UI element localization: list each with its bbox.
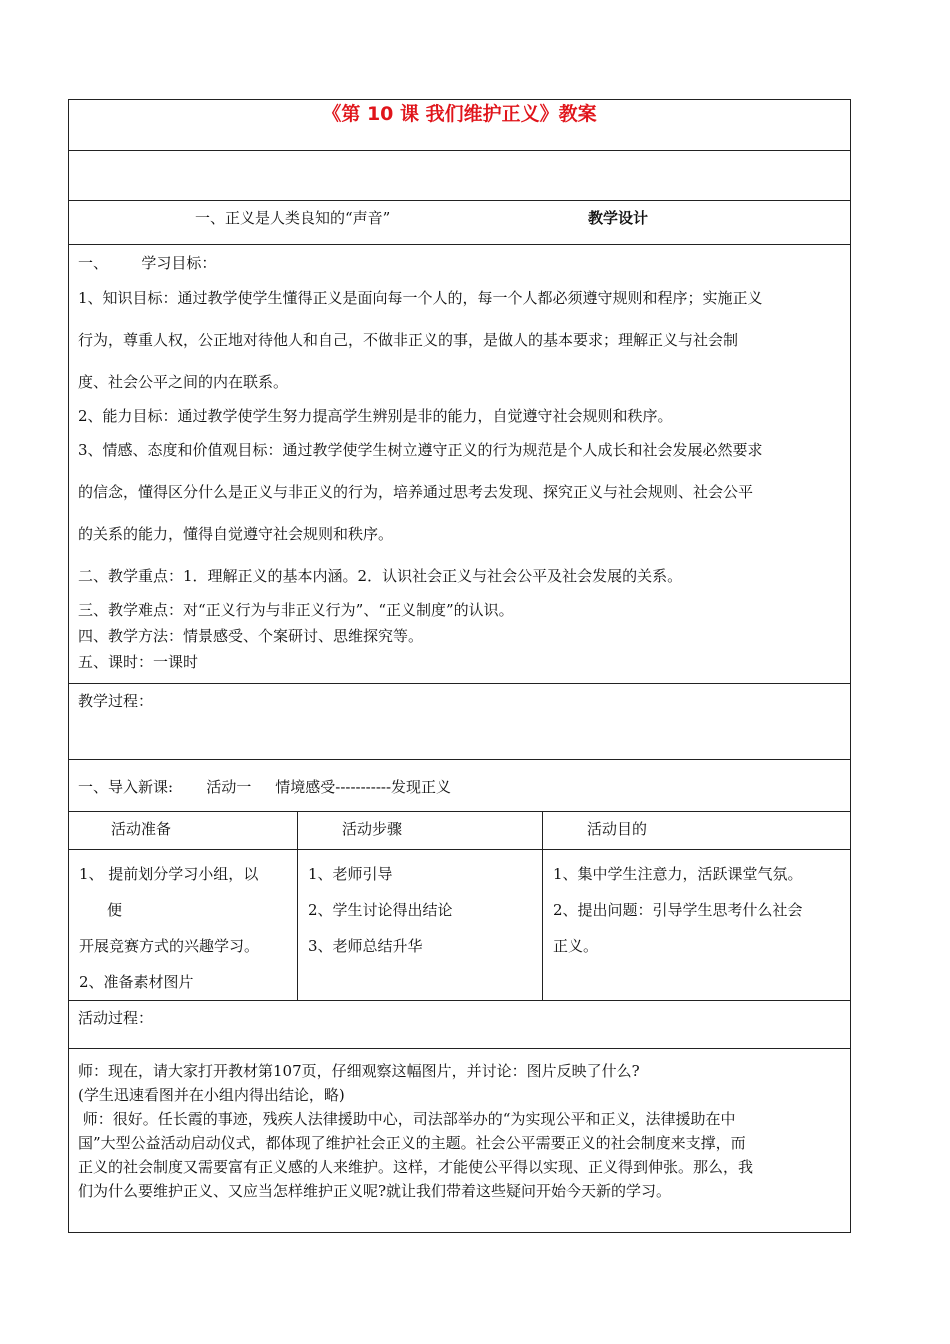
teaching-key-points: 二、教学重点：1．理解正义的基本内涵。2．认识社会正义与社会公平及社会发展的关系。 [78, 567, 683, 585]
teaching-process-label: 教学过程： [69, 684, 850, 760]
step-line: 2、学生讨论得出结论 [308, 901, 453, 919]
blank-row [69, 151, 850, 201]
activity-table-body [69, 850, 850, 1001]
narrative-line: 师：很好。任长霞的事迹，残疾人法律援助中心，司法部举办的“为实现公平和正义，法律援助在中 [78, 1110, 736, 1128]
step-line: 1、老师引导 [308, 865, 393, 883]
ability-goal: 2、能力目标：通过教学使学生努力提高学生辨别是非的能力，自觉遵守社会规则和秩序。 [78, 407, 673, 425]
design-label: 教学设计 [588, 209, 649, 227]
narrative-line: 师：现在，请大家打开教材第107页，仔细观察这幅图片，并讨论：图片反映了什么? [78, 1062, 640, 1080]
class-hours: 五、课时：一课时 [78, 653, 199, 671]
header-goals: 活动目的 [587, 820, 648, 838]
teaching-difficulty: 三、教学难点：对“正义行为与非正义行为”、“正义制度”的认识。 [78, 601, 514, 619]
knowledge-goal-line-1: 1、知识目标：通过教学使学生懂得正义是面向每一个人的，每一个人都必须遵守规则和程序；实施正义 [78, 289, 763, 307]
activity-table-header [69, 812, 850, 850]
emotion-goal-line-2: 的信念，懂得区分什么是正义与非正义的行为，培养通过思考去发现、探究正义与社会规则、社会公平 [78, 483, 754, 501]
goals-cell [543, 850, 850, 1000]
teaching-method: 四、教学方法：情景感受、个案研讨、思维探究等。 [78, 627, 424, 645]
knowledge-goal-line-2: 行为，尊重人权，公正地对待他人和自己，不做非正义的事，是做人的基本要求；理解正义与社会制 [78, 331, 739, 349]
goals-section [69, 245, 850, 684]
prep-line: 2、准备素材图片 [79, 973, 194, 991]
narrative-section [69, 1049, 850, 1232]
steps-cell [298, 850, 543, 1000]
knowledge-goal-line-3: 度、社会公平之间的内在联系。 [78, 373, 289, 391]
prep-cell [69, 850, 298, 1000]
narrative-line: (学生迅速看图并在小组内得出结论，略) [78, 1086, 345, 1104]
section-topic: 一、正义是人类良知的“声音” [195, 209, 391, 227]
prep-line: 开展竞赛方式的兴趣学习。 [79, 937, 260, 955]
design-row [69, 201, 850, 245]
emotion-goal-line-1: 3、情感、态度和价值观目标：通过教学使学生树立遵守正义的行为规范是个人成长和社会发展必然要求 [78, 441, 763, 459]
emotion-goal-line-3: 的关系的能力，懂得自觉遵守社会规则和秩序。 [78, 525, 394, 543]
activity-process-label: 活动过程： [69, 1001, 850, 1049]
intro-line: 一、导入新课: 活动一 情境感受-----------发现正义 [69, 760, 850, 812]
goal-line: 1、集中学生注意力，活跃课堂气氛。 [553, 865, 803, 883]
narrative-line: 正义的社会制度又需要富有正义感的人来维护。这样，才能使公平得以实现、正义得到伸张。那么，我 [78, 1158, 754, 1176]
step-line: 3、老师总结升华 [308, 937, 423, 955]
narrative-line: 国”大型公益活动启动仪式，都体现了维护社会正义的主题。社会公平需要正义的社会制度来支撑，而 [78, 1134, 746, 1152]
header-prep: 活动准备 [69, 812, 298, 849]
goal-line: 2、提出问题：引导学生思考什么社会 [553, 901, 803, 919]
prep-line: 便 [107, 901, 123, 919]
goal-line: 正义。 [553, 937, 599, 955]
goals-heading: 一、 学习目标： [78, 254, 217, 272]
lesson-plan-table [68, 99, 851, 1233]
prep-line: 1、 提前划分学习小组，以 [79, 865, 259, 883]
narrative-line: 们为什么要维护正义、又应当怎样维护正义呢?就让我们带着这些疑问开始今天新的学习。 [78, 1182, 672, 1200]
page-title: 《第 10 课 我们维护正义》教案 [69, 100, 850, 151]
header-steps: 活动步骤 [298, 812, 543, 849]
